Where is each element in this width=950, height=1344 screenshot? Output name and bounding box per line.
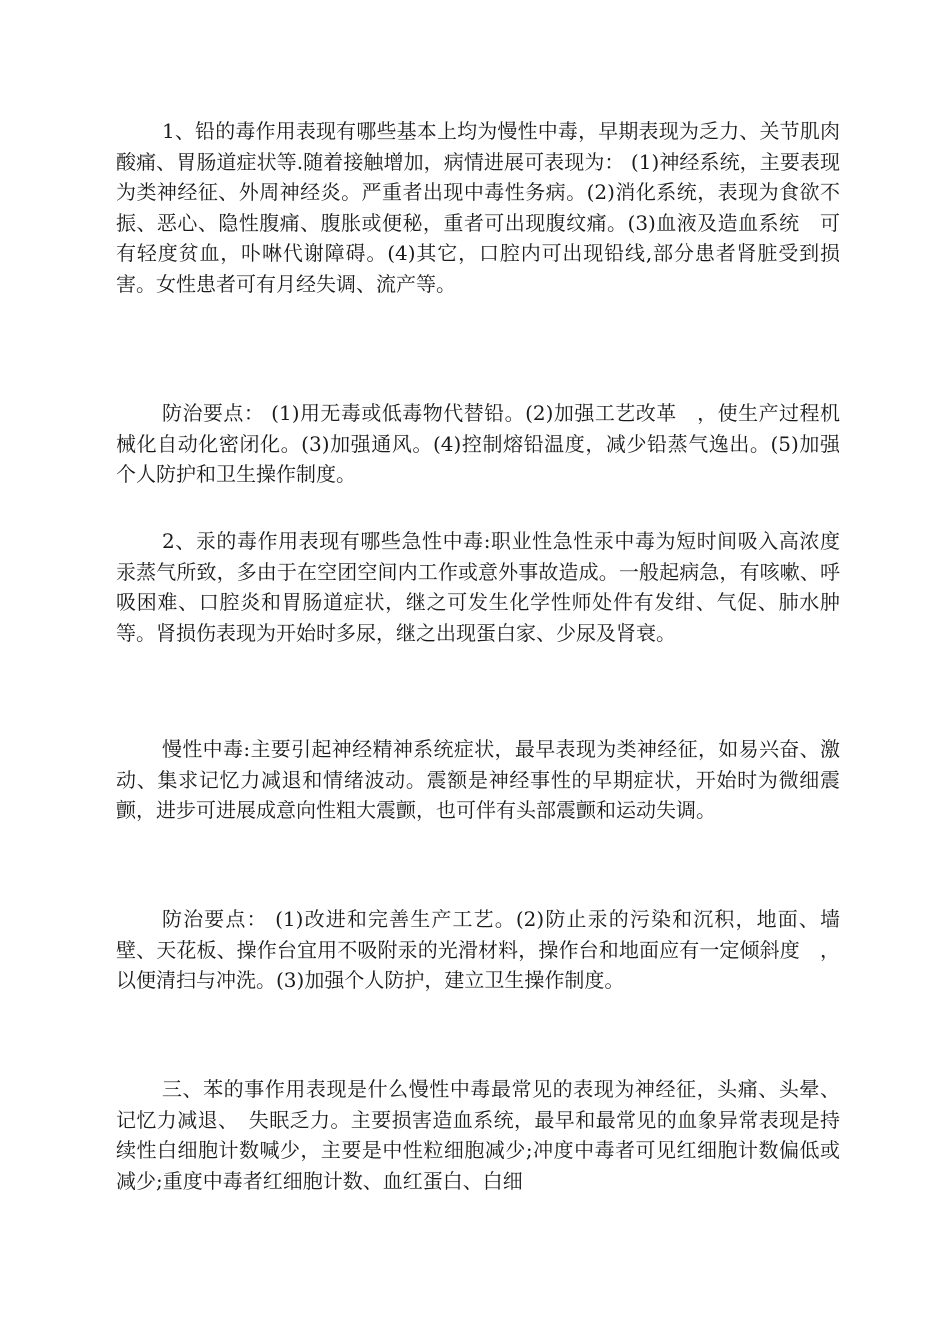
paragraph-mercury-chronic: 慢性中毒:主要引起神经精神系统症状，最早表现为类神经征，如易兴奋、激动、集求记忆力减退和情绪波动。震额是神经事性的早期症状，开始时为微细震颤，进步可进展成意向性粗大震颤，也可伴有头部震颤和运动失调。 — [116, 737, 840, 822]
paragraph-mercury-prevention: 防治要点： (1)改进和完善生产工艺。(2)防止汞的污染和沉积，地面、墙壁、天花板、操作台宜用不吸附汞的光滑材料，操作台和地面应有一定倾斜度 ，以便清扫与冲洗。(3)加强个人防护，建立卫生操作制度。 — [116, 907, 840, 992]
paragraph-lead-prevention: 防治要点： (1)用无毒或低毒物代替铅。(2)加强工艺改革 ，使生产过程机械化自动化密闭化。(3)加强通风。(4)控制熔铅温度，减少铅蒸气逸出。(5)加强个人防护和卫生操作制度。 — [116, 401, 840, 486]
paragraph-benzene-toxicity: 三、苯的事作用表现是什么慢性中毒最常见的表现为神经征，头痛、头晕、记忆力减退、 失眠乏力。主要损害造血系统，最早和最常见的血象异常表现是持续性白细胞计数喊少，主要是中性粒细胞减少;冲度中毒者可见红细胞计数偏低或减少;重度中毒者红细胞计数、血红蛋白、白细 — [116, 1077, 840, 1193]
paragraph-mercury-acute: 2、汞的毒作用表现有哪些急性中毒:职业性急性汞中毒为短时间吸入高浓度汞蒸气所致，多由于在空团空间内工作或意外事故造成。一般起病急，有咳嗽、呼吸困难、口腔炎和胃肠道症状，继之可发生化学性师处件有发绀、气促、肺水肿等。肾损伤表现为开始时多尿，继之出现蛋白家、少尿及肾衰。 — [116, 529, 840, 645]
paragraph-lead-toxicity: 1、铅的毒作用表现有哪些基本上均为慢性中毒，早期表现为乏力、关节肌肉酸痛、胃肠道症状等.随着接触增加，病情进展可表现为： (1)神经系统，主要表现为类神经征、外周神经炎。严重者出现中毒性务病。(2)消化系统，表现为食欲不振、恶心、隐性腹痛、腹胀或便秘，重者可出现腹纹痛。(3)血液及造血系统 可有轻度贫血，卟啉代谢障碍。(4)其它，口腔内可出现铅线,部分患者肾脏受到损害。女性患者可有月经失调、流产等。 — [116, 119, 840, 296]
